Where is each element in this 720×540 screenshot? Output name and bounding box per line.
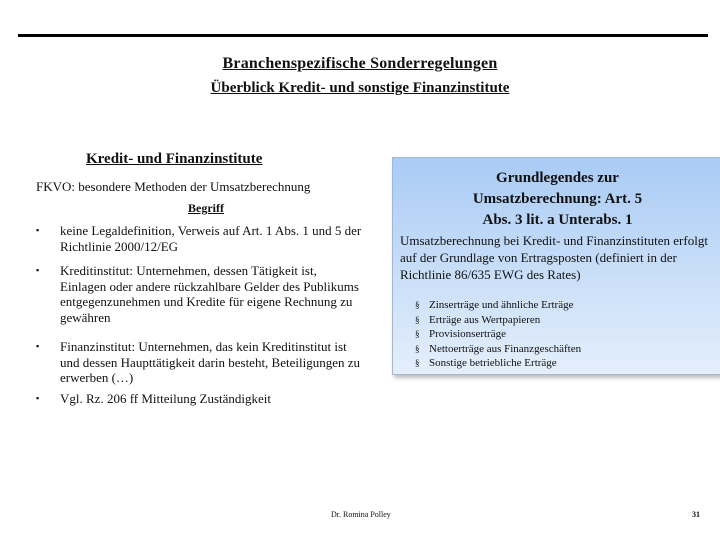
list-item-text: Nettoerträge aus Finanzgeschäften (429, 342, 582, 355)
section-sign-icon: § (415, 358, 420, 368)
bullet-icon: ▪ (36, 393, 40, 403)
section-heading: Kredit- und Finanzinstitute (86, 151, 263, 167)
info-box-title-line: Abs. 3 lit. a Unterabs. 1 (482, 212, 633, 228)
definition-list (36, 223, 366, 407)
list-item-text: Kreditinstitut: Unternehmen, dessen Tätigkeit ist, Einlagen oder andere rückzahlbare Gelder des Publikums entgegenzunehmen und Kredite für eigene Rechnung zu gewähren (60, 263, 359, 325)
list-item (415, 356, 581, 371)
list-item-text: keine Legaldefinition, Verweis auf Art. 1 Abs. 1 und 5 der Richtlinie 2000/12/EG (60, 223, 362, 254)
info-box-text: Umsatzberechnung bei Kredit- und Finanzinstituten erfolgt auf der Grundlage von Ertragsposten (definiert in der Richtlinie 86/635 EWG des Rates) (400, 233, 708, 282)
list-item-text: Zinserträge und ähnliche Erträge (429, 299, 574, 311)
term-heading: Begriff (188, 201, 224, 215)
info-box-title (393, 168, 720, 231)
list-item (36, 391, 366, 407)
info-box (392, 157, 720, 375)
section-sign-icon: § (415, 300, 420, 310)
list-item (415, 313, 581, 328)
list-item-text: Vgl. Rz. 206 ff Mitteilung Zuständigkeit (60, 391, 271, 406)
list-item (36, 223, 366, 263)
list-item (415, 342, 581, 357)
section-sign-icon: § (415, 314, 420, 325)
info-box-title-line: Umsatzberechnung: Art. 5 (472, 191, 643, 207)
bullet-icon: ▪ (36, 225, 40, 235)
info-box-title-line: Grundlegendes zur (496, 170, 619, 186)
bullet-icon: ▪ (36, 265, 40, 275)
fkvo-intro: FKVO: besondere Methoden der Umsatzberechnung (36, 179, 311, 194)
slide-title: Branchenspezifische Sonderregelungen (222, 55, 498, 72)
section-sign-icon: § (415, 343, 420, 354)
list-item-text: Erträge aus Wertpapieren (429, 313, 541, 326)
footer-author: Dr. Romina Polley (331, 510, 391, 519)
list-item-text: Provisionserträge (429, 328, 506, 340)
slide-subtitle: Überblick Kredit- und sonstige Finanzinstitute (210, 80, 510, 96)
section-sign-icon: § (415, 329, 420, 339)
list-item (415, 327, 581, 342)
page-number: 31 (692, 510, 700, 519)
list-item-text: Sonstige betriebliche Erträge (429, 357, 557, 369)
list-item (415, 298, 581, 313)
header-rule (18, 34, 708, 37)
list-item (36, 339, 366, 391)
income-items-list (415, 298, 581, 371)
list-item (36, 263, 366, 339)
list-item-text: Finanzinstitut: Unternehmen, das kein Kreditinstitut ist und dessen Haupttätigkeit darin besteht, Beteiligungen zu erwerben (…) (60, 339, 361, 385)
bullet-icon: ▪ (36, 341, 40, 351)
